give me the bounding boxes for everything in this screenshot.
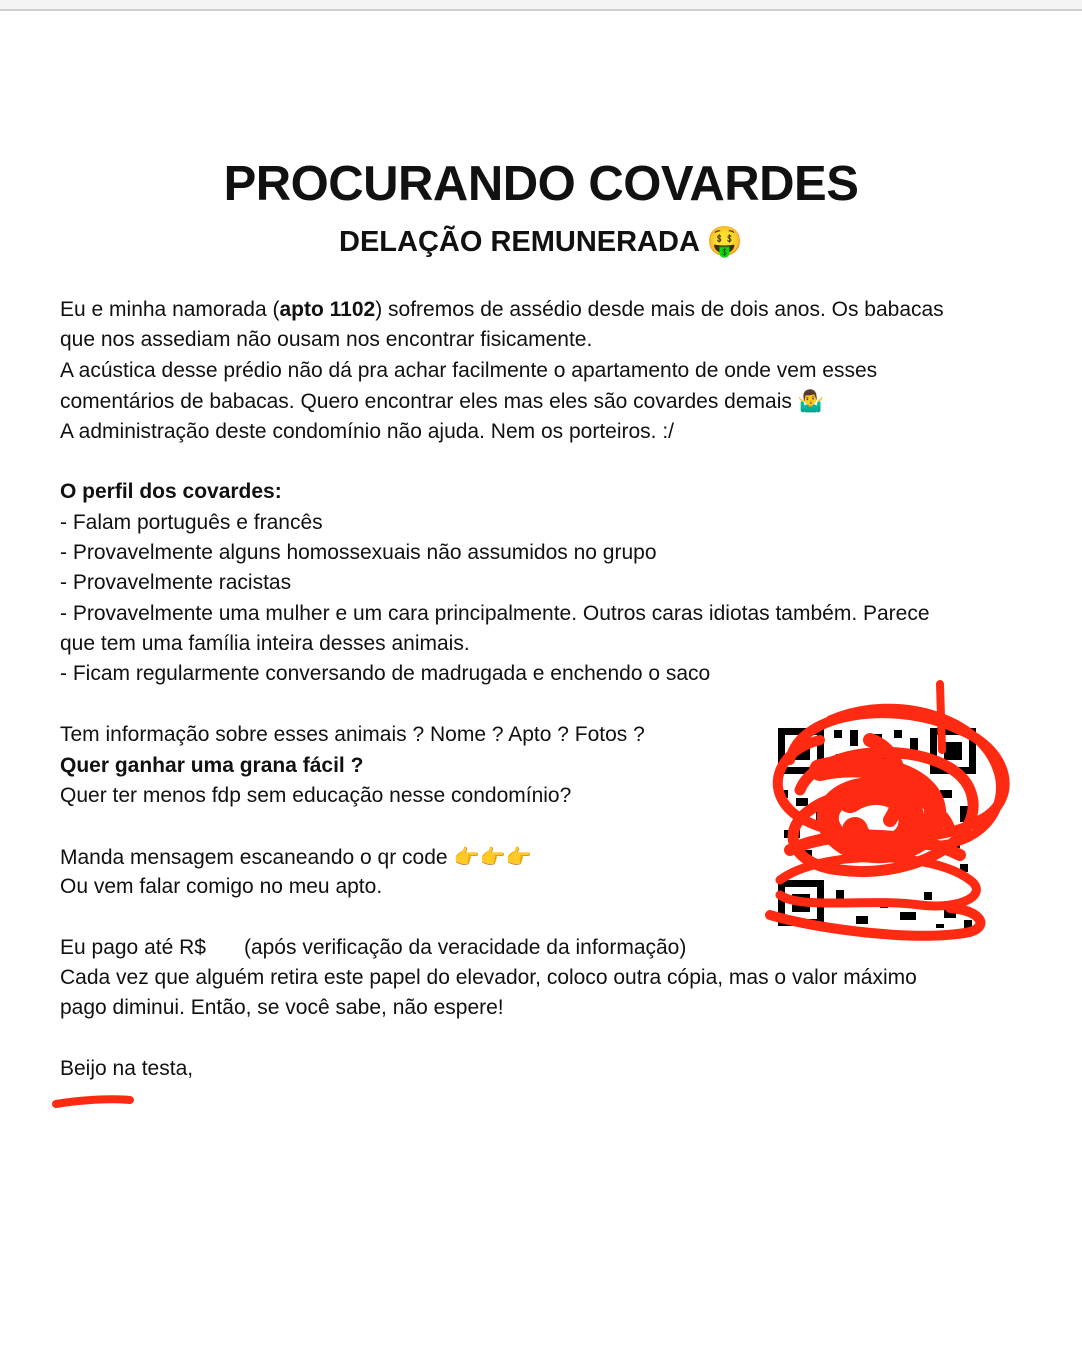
intro-line-2: que nos assediam não ousam nos encontrar fisicamente.: [60, 328, 593, 351]
profile-item: - Provavelmente racistas: [60, 571, 292, 594]
intro-line-4: [60, 387, 824, 416]
intro-line-1: [60, 296, 944, 324]
ask-line-2: Quer ganhar uma grana fácil ?: [60, 754, 364, 777]
profile-item: - Provavelmente uma mulher e um cara principalmente. Outros caras idiotas também. Parece: [60, 602, 930, 625]
page-subtitle: [0, 222, 1082, 261]
intro-line-4-text: comentários de babacas. Quero encontrar eles mas eles são covardes demais: [60, 390, 792, 413]
signature-redaction-mark: [50, 1088, 140, 1112]
payment-line-1: [60, 934, 686, 962]
intro-line-5: A administração deste condomínio não ajuda. Nem os porteiros. :/: [60, 420, 675, 443]
apartment-number: apto 1102: [279, 298, 376, 321]
intro-line-3: A acústica desse prédio não dá pra achar facilmente o apartamento de onde vem esses: [60, 359, 878, 382]
intro-line-1-post: ) sofremos de assédio desde mais de dois anos. Os babacas: [375, 298, 944, 321]
payment-condition: (após verificação da veracidade da informação): [243, 936, 687, 959]
pointing-right-icon: 👉👉👉: [453, 845, 532, 869]
page-title: PROCURANDO COVARDES: [223, 157, 859, 211]
contact-line-1: [60, 843, 532, 872]
ask-line-3: Quer ter menos fdp sem educação nesse condomínio?: [60, 784, 572, 807]
profile-item: - Ficam regularmente conversando de madrugada e enchendo o saco: [60, 662, 711, 685]
profile-item: que tem uma família inteira desses animais.: [60, 632, 470, 655]
contact-line-2: Ou vem falar comigo no meu apto.: [60, 875, 383, 898]
payment-line-2: Cada vez que alguém retira este papel do elevador, coloco outra cópia, mas o valor máximo: [60, 966, 917, 989]
contact-line-1-text: Manda mensagem escaneando o qr code: [60, 846, 448, 869]
signoff: Beijo na testa,: [60, 1057, 194, 1080]
ask-line-1: Tem informação sobre esses animais ? Nome ? Apto ? Fotos ?: [60, 723, 645, 746]
person-shrugging-icon: 🤷‍♂️: [797, 389, 824, 413]
profile-item: - Falam português e francês: [60, 511, 323, 534]
profile-item: - Provavelmente alguns homossexuais não assumidos no grupo: [60, 541, 657, 564]
payment-amount-label: Eu pago até R$: [60, 936, 206, 959]
intro-line-1-pre: Eu e minha namorada (: [60, 298, 280, 321]
qr-code-redacted: [760, 680, 1016, 950]
qr-code-icon: [760, 680, 1016, 950]
money-mouth-face-icon: 🤑: [706, 224, 743, 258]
payment-line-3: pago diminui. Então, se você sabe, não espere!: [60, 996, 504, 1019]
subtitle-text: DELAÇÃO REMUNERADA: [339, 226, 699, 258]
profile-heading: O perfil dos covardes:: [60, 480, 282, 503]
